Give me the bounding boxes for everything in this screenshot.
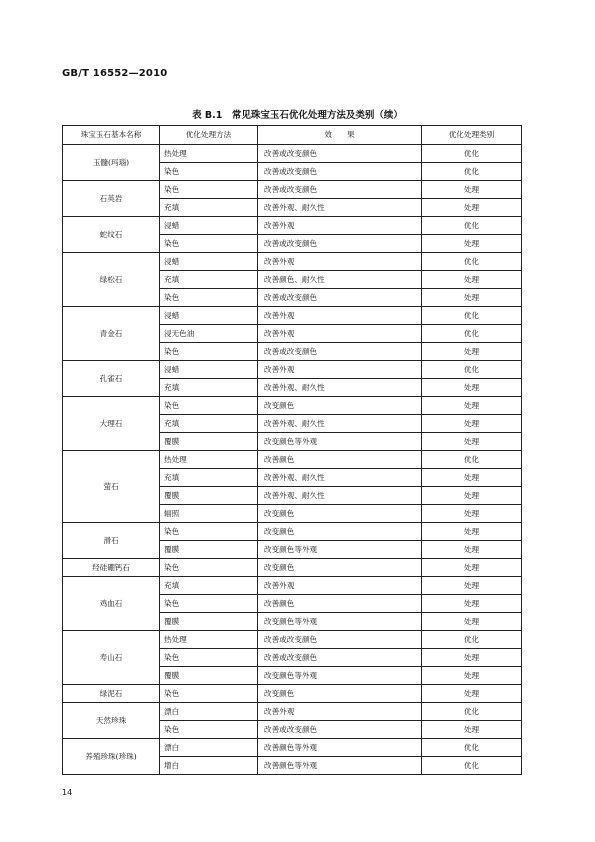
effect-cell: 改善外观、耐久性 xyxy=(258,469,422,487)
gem-name-cell: 蛇纹石 xyxy=(63,217,160,253)
effect-cell: 改善或改变颜色 xyxy=(258,163,422,181)
method-cell: 浸蜡 xyxy=(160,307,258,325)
gem-name-cell: 鸡血石 xyxy=(63,577,160,631)
effect-cell: 改善外观、耐久性 xyxy=(258,487,422,505)
category-cell: 处理 xyxy=(422,667,522,685)
method-cell: 覆膜 xyxy=(160,541,258,559)
category-cell: 优化 xyxy=(422,217,522,235)
method-cell: 充填 xyxy=(160,577,258,595)
method-cell: 充填 xyxy=(160,271,258,289)
method-cell: 辐照 xyxy=(160,505,258,523)
effect-cell: 改善外观、耐久性 xyxy=(258,379,422,397)
method-cell: 染色 xyxy=(160,289,258,307)
method-cell: 染色 xyxy=(160,685,258,703)
standard-code: GB/T 16552—2010 xyxy=(62,68,168,79)
method-cell: 漂白 xyxy=(160,739,258,757)
table-row xyxy=(63,703,522,721)
effect-cell: 改变颜色 xyxy=(258,559,422,577)
method-cell: 覆膜 xyxy=(160,667,258,685)
method-cell: 充填 xyxy=(160,415,258,433)
effect-cell: 改善或改变颜色 xyxy=(258,181,422,199)
method-cell: 覆膜 xyxy=(160,613,258,631)
method-cell: 热处理 xyxy=(160,145,258,163)
effect-cell: 改善外观 xyxy=(258,217,422,235)
treatment-table xyxy=(62,125,522,775)
category-cell: 优化 xyxy=(422,163,522,181)
category-cell: 处理 xyxy=(422,235,522,253)
category-cell: 优化 xyxy=(422,739,522,757)
category-cell: 处理 xyxy=(422,289,522,307)
effect-cell: 改善颜色 xyxy=(258,595,422,613)
category-cell: 处理 xyxy=(422,523,522,541)
effect-cell: 改善或改变颜色 xyxy=(258,631,422,649)
table-row xyxy=(63,397,522,415)
table-header-row xyxy=(63,126,522,145)
method-cell: 染色 xyxy=(160,559,258,577)
method-cell: 染色 xyxy=(160,595,258,613)
category-cell: 处理 xyxy=(422,199,522,217)
effect-cell: 改善外观 xyxy=(258,253,422,271)
category-cell: 处理 xyxy=(422,505,522,523)
method-cell: 浸蜡 xyxy=(160,361,258,379)
method-cell: 染色 xyxy=(160,163,258,181)
effect-cell: 改善或改变颜色 xyxy=(258,343,422,361)
method-cell: 染色 xyxy=(160,649,258,667)
table-row xyxy=(63,253,522,271)
effect-cell: 改善颜色等外观 xyxy=(258,739,422,757)
gem-name-cell: 石英岩 xyxy=(63,181,160,217)
method-cell: 增白 xyxy=(160,757,258,775)
category-cell: 优化 xyxy=(422,145,522,163)
category-cell: 处理 xyxy=(422,541,522,559)
category-cell: 处理 xyxy=(422,343,522,361)
category-cell: 处理 xyxy=(422,181,522,199)
page-number: 14 xyxy=(62,788,73,797)
method-cell: 染色 xyxy=(160,181,258,199)
gem-name-cell: 萤石 xyxy=(63,451,160,523)
method-cell: 充填 xyxy=(160,379,258,397)
method-cell: 充填 xyxy=(160,469,258,487)
effect-cell: 改善颜色、耐久性 xyxy=(258,271,422,289)
method-cell: 染色 xyxy=(160,523,258,541)
category-cell: 处理 xyxy=(422,379,522,397)
method-cell: 充填 xyxy=(160,199,258,217)
method-cell: 染色 xyxy=(160,397,258,415)
gem-name-cell: 天然珍珠 xyxy=(63,703,160,739)
gem-name-cell: 寿山石 xyxy=(63,631,160,685)
effect-cell: 改善或改变颜色 xyxy=(258,649,422,667)
category-cell: 处理 xyxy=(422,577,522,595)
table-row xyxy=(63,685,522,703)
table-row xyxy=(63,217,522,235)
category-cell: 优化 xyxy=(422,325,522,343)
category-cell: 处理 xyxy=(422,415,522,433)
gem-name-cell: 玉髓(玛瑙) xyxy=(63,145,160,181)
category-cell: 优化 xyxy=(422,253,522,271)
method-cell: 浸无色油 xyxy=(160,325,258,343)
effect-cell: 改善或改变颜色 xyxy=(258,235,422,253)
column-header-effect: 效 果 xyxy=(258,126,422,145)
table-caption: 表 B.1 常见珠宝玉石优化处理方法及类别（续） xyxy=(192,110,403,121)
effect-cell: 改善颜色 xyxy=(258,451,422,469)
column-header-name: 珠宝玉石基本名称 xyxy=(63,126,160,145)
method-cell: 热处理 xyxy=(160,631,258,649)
table-row xyxy=(63,559,522,577)
table-body xyxy=(63,145,522,775)
effect-cell: 改善外观 xyxy=(258,361,422,379)
effect-cell: 改善或改变颜色 xyxy=(258,145,422,163)
category-cell: 优化 xyxy=(422,703,522,721)
effect-cell: 改变颜色 xyxy=(258,505,422,523)
method-cell: 染色 xyxy=(160,343,258,361)
category-cell: 处理 xyxy=(422,685,522,703)
category-cell: 优化 xyxy=(422,451,522,469)
method-cell: 热处理 xyxy=(160,451,258,469)
gem-name-cell: 绿泥石 xyxy=(63,685,160,703)
category-cell: 优化 xyxy=(422,631,522,649)
effect-cell: 改变颜色等外观 xyxy=(258,433,422,451)
method-cell: 浸蜡 xyxy=(160,217,258,235)
method-cell: 漂白 xyxy=(160,703,258,721)
effect-cell: 改变颜色 xyxy=(258,523,422,541)
category-cell: 处理 xyxy=(422,649,522,667)
table-row xyxy=(63,361,522,379)
effect-cell: 改善或改变颜色 xyxy=(258,721,422,739)
category-cell: 优化 xyxy=(422,361,522,379)
column-header-method: 优化处理方法 xyxy=(160,126,258,145)
category-cell: 处理 xyxy=(422,271,522,289)
effect-cell: 改善外观 xyxy=(258,325,422,343)
table-row xyxy=(63,523,522,541)
effect-cell: 改善外观、耐久性 xyxy=(258,415,422,433)
table-row xyxy=(63,145,522,163)
table-row xyxy=(63,307,522,325)
method-cell: 覆膜 xyxy=(160,433,258,451)
category-cell: 优化 xyxy=(422,757,522,775)
gem-name-cell: 青金石 xyxy=(63,307,160,361)
effect-cell: 改变颜色 xyxy=(258,397,422,415)
method-cell: 浸蜡 xyxy=(160,253,258,271)
category-cell: 处理 xyxy=(422,595,522,613)
table-row xyxy=(63,181,522,199)
table-row xyxy=(63,577,522,595)
effect-cell: 改善外观、耐久性 xyxy=(258,199,422,217)
gem-name-cell: 绿松石 xyxy=(63,253,160,307)
effect-cell: 改变颜色 xyxy=(258,685,422,703)
category-cell: 优化 xyxy=(422,307,522,325)
gem-name-cell: 羟硅硼钙石 xyxy=(63,559,160,577)
gem-name-cell: 养殖珍珠(珍珠) xyxy=(63,739,160,775)
category-cell: 处理 xyxy=(422,469,522,487)
method-cell: 染色 xyxy=(160,721,258,739)
category-cell: 处理 xyxy=(422,613,522,631)
category-cell: 处理 xyxy=(422,433,522,451)
gem-name-cell: 滑石 xyxy=(63,523,160,559)
category-cell: 处理 xyxy=(422,721,522,739)
table-row xyxy=(63,631,522,649)
category-cell: 处理 xyxy=(422,487,522,505)
method-cell: 覆膜 xyxy=(160,487,258,505)
effect-cell: 改变颜色等外观 xyxy=(258,613,422,631)
category-cell: 处理 xyxy=(422,397,522,415)
gem-name-cell: 孔雀石 xyxy=(63,361,160,397)
effect-cell: 改善或改变颜色 xyxy=(258,289,422,307)
effect-cell: 改善外观 xyxy=(258,307,422,325)
category-cell: 处理 xyxy=(422,559,522,577)
effect-cell: 改变颜色等外观 xyxy=(258,541,422,559)
effect-cell: 改变颜色等外观 xyxy=(258,667,422,685)
table-row xyxy=(63,451,522,469)
effect-cell: 改善颜色等外观 xyxy=(258,757,422,775)
column-header-category: 优化处理类别 xyxy=(422,126,522,145)
gem-name-cell: 大理石 xyxy=(63,397,160,451)
method-cell: 染色 xyxy=(160,235,258,253)
table-row xyxy=(63,739,522,757)
effect-cell: 改善外观 xyxy=(258,703,422,721)
effect-cell: 改善外观 xyxy=(258,577,422,595)
